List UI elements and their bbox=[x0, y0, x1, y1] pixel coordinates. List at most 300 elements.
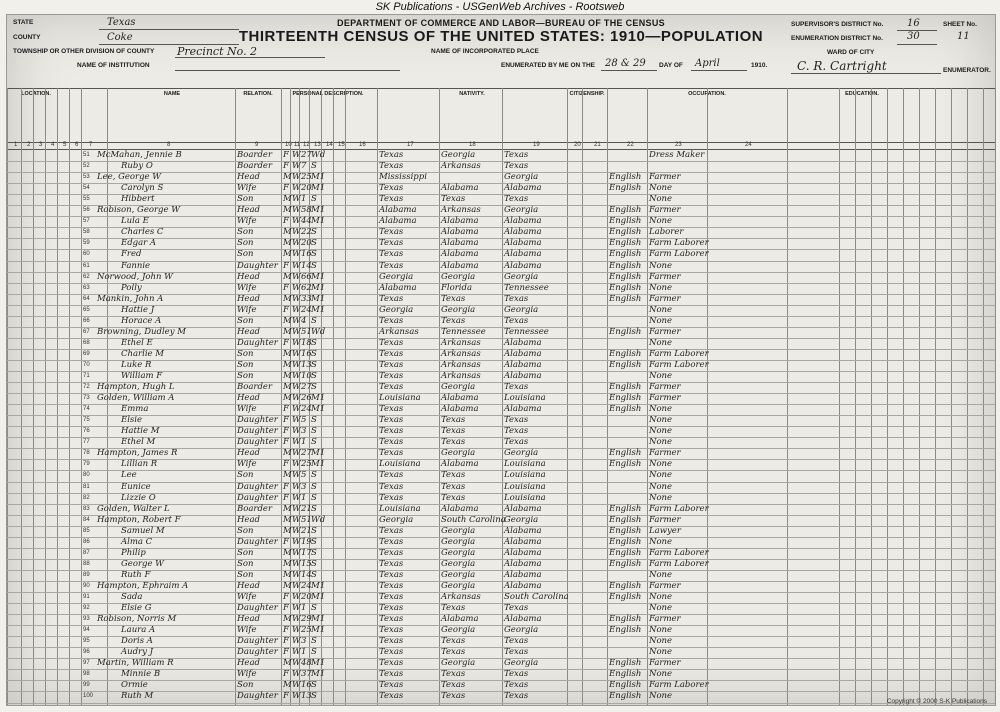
cell-bpm: Alabama bbox=[504, 558, 542, 569]
cell-lang: English bbox=[609, 503, 642, 514]
cell-lang: English bbox=[609, 614, 642, 625]
column-number: 12 bbox=[303, 142, 310, 148]
cell-ms: S bbox=[311, 547, 317, 558]
grid-column-line bbox=[439, 88, 440, 705]
cell-bp: Texas bbox=[379, 669, 404, 680]
cell-race: W bbox=[292, 470, 301, 481]
cell-race: W bbox=[292, 249, 301, 260]
cell-age: 25 bbox=[301, 172, 312, 183]
cell-bpm: Georgia bbox=[504, 448, 539, 459]
cell-race: W bbox=[292, 636, 301, 647]
cell-bp: Texas bbox=[379, 547, 404, 558]
cell-lang: English bbox=[609, 592, 642, 602]
state-value: Texas bbox=[107, 17, 136, 28]
cell-occ: None bbox=[649, 216, 673, 227]
cell-rel: Son bbox=[237, 371, 254, 381]
cell-occ: None bbox=[649, 470, 673, 481]
row-number: 53 bbox=[83, 174, 90, 181]
cell-lang: English bbox=[609, 205, 642, 216]
cell-bpm: Alabama bbox=[504, 227, 542, 238]
cell-bpf: Arkansas bbox=[441, 348, 481, 359]
cell-rel: Son bbox=[237, 547, 254, 558]
column-number: 11 bbox=[294, 142, 301, 148]
cell-rel: Head bbox=[237, 271, 260, 282]
cell-bpf: Georgia bbox=[441, 658, 476, 669]
cell-rel: Son bbox=[237, 315, 254, 326]
column-number: 18 bbox=[469, 142, 476, 148]
row-number: 93 bbox=[83, 616, 90, 623]
cell-sex: M bbox=[283, 569, 292, 580]
cell-lang: English bbox=[609, 326, 642, 337]
column-number: 19 bbox=[533, 142, 540, 148]
cell-sex: M bbox=[283, 371, 292, 381]
column-number: 1 bbox=[14, 142, 18, 148]
cell-sex: F bbox=[283, 625, 289, 636]
cell-bpm: Texas bbox=[504, 293, 529, 304]
enumerated-label: ENUMERATED BY ME ON THE bbox=[501, 62, 596, 69]
cell-bp: Texas bbox=[379, 260, 404, 271]
cell-occ: Farm Laborer bbox=[649, 680, 709, 691]
cell-age: 20 bbox=[301, 592, 312, 602]
cell-name: Minnie B bbox=[121, 669, 161, 680]
cell-rel: Wife bbox=[237, 592, 257, 602]
cell-rel: Wife bbox=[237, 625, 257, 636]
cell-ms: S bbox=[311, 569, 317, 580]
row-number: 65 bbox=[83, 306, 90, 313]
cell-bp: Alabama bbox=[379, 205, 417, 216]
cell-occ: None bbox=[649, 371, 673, 381]
cell-ms: M1 bbox=[311, 183, 326, 194]
cell-sex: M bbox=[283, 448, 292, 459]
cell-occ: Farmer bbox=[649, 448, 681, 459]
cell-bpf: Texas bbox=[441, 603, 466, 614]
cell-race: W bbox=[292, 161, 301, 172]
cell-age: 27 bbox=[301, 150, 312, 160]
cell-age: 5 bbox=[301, 470, 307, 481]
cell-age: 16 bbox=[301, 348, 312, 359]
cell-bp: Texas bbox=[379, 382, 404, 393]
cell-name: Robison, George W bbox=[97, 205, 180, 216]
cell-bpf: Texas bbox=[441, 293, 466, 304]
column-number: 13 bbox=[314, 142, 321, 148]
column-number: 10 bbox=[285, 142, 292, 148]
cell-occ: Farmer bbox=[649, 614, 681, 625]
cell-race: W bbox=[292, 359, 301, 370]
cell-bpm: Alabama bbox=[504, 337, 542, 348]
cell-lang: English bbox=[609, 459, 642, 470]
cell-sex: M bbox=[283, 249, 292, 260]
cell-sex: F bbox=[283, 415, 289, 426]
cell-occ: Farmer bbox=[649, 205, 681, 216]
cell-name: Golden, Walter L bbox=[97, 503, 170, 514]
grid-column-line bbox=[967, 88, 968, 705]
cell-bpm: Alabama bbox=[504, 216, 542, 227]
cell-bp: Texas bbox=[379, 492, 404, 503]
grid-column-line bbox=[33, 88, 34, 705]
cell-bpm: Alabama bbox=[504, 614, 542, 625]
cell-age: 7 bbox=[301, 161, 307, 172]
cell-bpm: Alabama bbox=[504, 525, 542, 536]
cell-ms: S bbox=[311, 680, 317, 691]
cell-age: 19 bbox=[301, 536, 312, 547]
cell-race: W bbox=[292, 371, 301, 381]
cell-age: 25 bbox=[301, 459, 312, 470]
grid-column-line bbox=[502, 88, 503, 705]
cell-ms: S bbox=[311, 470, 317, 481]
row-number: 81 bbox=[83, 483, 90, 490]
row-number: 77 bbox=[83, 439, 90, 446]
ward-label: WARD OF CITY bbox=[827, 49, 875, 56]
row-number: 90 bbox=[83, 582, 90, 589]
cell-race: W bbox=[292, 227, 301, 238]
cell-sex: F bbox=[283, 426, 289, 437]
cell-ms: S bbox=[311, 481, 317, 492]
cell-bpf: Alabama bbox=[441, 260, 479, 271]
enumerator-line bbox=[791, 73, 941, 74]
cell-sex: M bbox=[283, 172, 292, 183]
county-value: Coke bbox=[107, 32, 133, 43]
cell-bpm: Georgia bbox=[504, 514, 539, 525]
enumeration-value: 30 bbox=[907, 31, 920, 42]
cell-bpm: Texas bbox=[504, 382, 529, 393]
cell-bp: Alabama bbox=[379, 216, 417, 227]
cell-name: Lillian R bbox=[121, 459, 158, 470]
supervisor-label: SUPERVISOR'S DISTRICT No. bbox=[791, 21, 884, 28]
cell-ms: M1 bbox=[311, 172, 326, 183]
grid-column-line bbox=[69, 88, 70, 705]
grid-column-line bbox=[377, 88, 378, 705]
column-number: 7 bbox=[89, 142, 93, 148]
cell-race: W bbox=[292, 658, 301, 669]
cell-bp: Georgia bbox=[379, 304, 414, 315]
cell-bp: Texas bbox=[379, 227, 404, 238]
cell-age: 24 bbox=[301, 580, 312, 591]
cell-bpf: Georgia bbox=[441, 536, 476, 547]
cell-name: Luke R bbox=[121, 359, 152, 370]
cell-bpf: Alabama bbox=[441, 393, 479, 404]
cell-bp: Texas bbox=[379, 470, 404, 481]
cell-age: 15 bbox=[301, 558, 312, 569]
cell-bp: Texas bbox=[379, 415, 404, 426]
grid-column-line bbox=[855, 88, 856, 705]
cell-age: 51 bbox=[301, 326, 312, 337]
column-number: 21 bbox=[594, 142, 601, 148]
cell-bpf: Arkansas bbox=[441, 592, 481, 602]
grid-column-line bbox=[21, 88, 22, 705]
cell-name: Samuel M bbox=[121, 525, 165, 536]
cell-bpm: Georgia bbox=[504, 658, 539, 669]
row-number: 100 bbox=[83, 693, 94, 700]
cell-sex: M bbox=[283, 470, 292, 481]
cell-name: Lee bbox=[121, 470, 137, 481]
cell-bpm: Alabama bbox=[504, 238, 542, 249]
cell-ms: M1 bbox=[311, 625, 326, 636]
grid-column-line bbox=[887, 88, 888, 705]
cell-rel: Son bbox=[237, 194, 254, 205]
state-line bbox=[99, 29, 239, 30]
cell-rel: Head bbox=[237, 326, 260, 337]
cell-age: 29 bbox=[301, 614, 312, 625]
cell-sex: F bbox=[283, 636, 289, 647]
cell-name: Ruth M bbox=[121, 691, 154, 702]
cell-ms: M1 bbox=[311, 393, 326, 404]
cell-age: 3 bbox=[301, 636, 307, 647]
cell-occ: None bbox=[649, 415, 673, 426]
cell-sex: F bbox=[283, 337, 289, 348]
row-number: 89 bbox=[83, 571, 90, 578]
cell-bpf: Alabama bbox=[441, 249, 479, 260]
cell-bpf: Alabama bbox=[441, 614, 479, 625]
cell-bp: Texas bbox=[379, 603, 404, 614]
cell-race: W bbox=[292, 415, 301, 426]
row-number: 82 bbox=[83, 494, 90, 501]
grid-column-line bbox=[903, 88, 904, 705]
cell-sex: M bbox=[283, 580, 292, 591]
cell-occ: None bbox=[649, 459, 673, 470]
cell-age: 26 bbox=[301, 393, 312, 404]
cell-occ: None bbox=[649, 592, 673, 602]
cell-name: Lee, George W bbox=[97, 172, 162, 183]
cell-age: 20 bbox=[301, 183, 312, 194]
cell-name: Hattie J bbox=[121, 304, 155, 315]
cell-race: W bbox=[292, 183, 301, 194]
cell-name: Hampton, Robert F bbox=[97, 514, 181, 525]
cell-sex: M bbox=[283, 393, 292, 404]
cell-bpf: Georgia bbox=[441, 569, 476, 580]
cell-rel: Daughter bbox=[237, 536, 278, 547]
cell-bp: Alabama bbox=[379, 282, 417, 293]
cell-occ: None bbox=[649, 669, 673, 680]
cell-bpm: South Carolina bbox=[504, 592, 569, 602]
cell-ms: S bbox=[311, 238, 317, 249]
cell-sex: M bbox=[283, 315, 292, 326]
row-number: 95 bbox=[83, 638, 90, 645]
cell-sex: M bbox=[283, 326, 292, 337]
cell-rel: Head bbox=[237, 514, 260, 525]
cell-age: 17 bbox=[301, 547, 312, 558]
cell-bp: Texas bbox=[379, 348, 404, 359]
column-number: 20 bbox=[574, 142, 581, 148]
cell-occ: None bbox=[649, 404, 673, 415]
cell-bpm: Texas bbox=[504, 647, 529, 658]
column-number: 14 bbox=[326, 142, 333, 148]
group-location: LOCATION. bbox=[21, 91, 51, 97]
column-number: 6 bbox=[75, 142, 79, 148]
row-number: 97 bbox=[83, 660, 90, 667]
column-number: 24 bbox=[745, 142, 752, 148]
cell-ms: Wd bbox=[311, 514, 326, 525]
cell-race: W bbox=[292, 614, 301, 625]
day-of-label: DAY OF bbox=[659, 62, 683, 69]
cell-age: 21 bbox=[301, 503, 312, 514]
row-number: 76 bbox=[83, 428, 90, 435]
cell-age: 24 bbox=[301, 304, 312, 315]
cell-rel: Son bbox=[237, 470, 254, 481]
cell-bp: Texas bbox=[379, 481, 404, 492]
cell-bp: Texas bbox=[379, 614, 404, 625]
cell-bpm: Alabama bbox=[504, 580, 542, 591]
census-title: THIRTEENTH CENSUS OF THE UNITED STATES: 1910—POPULATION bbox=[238, 28, 764, 45]
cell-bpf: Alabama bbox=[441, 459, 479, 470]
cell-ms: S bbox=[311, 647, 317, 658]
census-grid bbox=[7, 88, 995, 705]
cell-bpf: South Carolina bbox=[441, 514, 506, 525]
cell-occ: None bbox=[649, 194, 673, 205]
cell-race: W bbox=[292, 194, 301, 205]
cell-rel: Wife bbox=[237, 669, 257, 680]
cell-occ: None bbox=[649, 603, 673, 614]
cell-bp: Texas bbox=[379, 691, 404, 702]
cell-bp: Texas bbox=[379, 580, 404, 591]
cell-ms: S bbox=[311, 359, 317, 370]
cell-ms: M1 bbox=[311, 404, 326, 415]
cell-lang: English bbox=[609, 359, 642, 370]
row-number: 52 bbox=[83, 163, 90, 170]
cell-ms: S bbox=[311, 382, 317, 393]
cell-rel: Head bbox=[237, 293, 260, 304]
cell-bpm: Alabama bbox=[504, 359, 542, 370]
cell-rel: Son bbox=[237, 525, 254, 536]
cell-lang: English bbox=[609, 271, 642, 282]
cell-name: Golden, William A bbox=[97, 393, 175, 404]
cell-bpm: Texas bbox=[504, 315, 529, 326]
group-occupation: OCCUPATION. bbox=[688, 91, 726, 97]
state-label: STATE bbox=[13, 19, 34, 26]
cell-race: W bbox=[292, 503, 301, 514]
cell-age: 25 bbox=[301, 625, 312, 636]
row-number: 74 bbox=[83, 406, 90, 413]
cell-bp: Texas bbox=[379, 359, 404, 370]
cell-bpf: Texas bbox=[441, 437, 466, 448]
cell-bpm: Texas bbox=[504, 437, 529, 448]
cell-bp: Texas bbox=[379, 183, 404, 194]
cell-lang: English bbox=[609, 227, 642, 238]
cell-bpm: Tennessee bbox=[504, 282, 549, 293]
cell-bp: Texas bbox=[379, 337, 404, 348]
grid-column-line bbox=[787, 88, 788, 705]
cell-ms: S bbox=[311, 691, 317, 702]
cell-occ: Farmer bbox=[649, 382, 681, 393]
cell-bpf: Texas bbox=[441, 194, 466, 205]
cell-bp: Texas bbox=[379, 680, 404, 691]
cell-lang: English bbox=[609, 393, 642, 404]
cell-bpf: Texas bbox=[441, 426, 466, 437]
row-number: 79 bbox=[83, 461, 90, 468]
cell-bp: Texas bbox=[379, 448, 404, 459]
row-number: 85 bbox=[83, 527, 90, 534]
cell-ms: S bbox=[311, 315, 317, 326]
cell-name: Hattie M bbox=[121, 426, 160, 437]
cell-occ: Farmer bbox=[649, 271, 681, 282]
cell-sex: F bbox=[283, 481, 289, 492]
group-education: EDUCATION. bbox=[845, 91, 879, 97]
cell-age: 33 bbox=[301, 293, 312, 304]
cell-age: 1 bbox=[301, 437, 307, 448]
cell-bpm: Georgia bbox=[504, 625, 539, 636]
cell-bpm: Texas bbox=[504, 426, 529, 437]
cell-race: W bbox=[292, 205, 301, 216]
column-number: 5 bbox=[63, 142, 67, 148]
group-relation: RELATION. bbox=[243, 91, 273, 97]
cell-race: W bbox=[292, 348, 301, 359]
cell-bpm: Texas bbox=[504, 691, 529, 702]
cell-age: 3 bbox=[301, 426, 307, 437]
cell-sex: M bbox=[283, 525, 292, 536]
row-divider bbox=[7, 703, 995, 704]
cell-lang: English bbox=[609, 558, 642, 569]
cell-bpm: Louisiana bbox=[504, 393, 546, 404]
cell-occ: None bbox=[649, 636, 673, 647]
grid-column-line bbox=[81, 88, 82, 705]
row-number: 83 bbox=[83, 505, 90, 512]
cell-rel: Wife bbox=[237, 304, 257, 315]
cell-race: W bbox=[292, 592, 301, 602]
cell-bpf: Alabama bbox=[441, 404, 479, 415]
cell-bpm: Alabama bbox=[504, 348, 542, 359]
cell-occ: None bbox=[649, 569, 673, 580]
cell-name: Robison, Norris M bbox=[97, 614, 177, 625]
place-label: NAME OF INCORPORATED PLACE bbox=[431, 48, 539, 55]
row-number: 84 bbox=[83, 516, 90, 523]
cell-bpm: Texas bbox=[504, 680, 529, 691]
cell-occ: Farmer bbox=[649, 393, 681, 404]
cell-ms: S bbox=[311, 437, 317, 448]
cell-occ: Dress Maker bbox=[649, 150, 705, 160]
cell-sex: F bbox=[283, 282, 289, 293]
cell-occ: None bbox=[649, 691, 673, 702]
row-number: 63 bbox=[83, 284, 90, 291]
row-number: 92 bbox=[83, 605, 90, 612]
cell-name: Fred bbox=[121, 249, 142, 260]
cell-ms: S bbox=[311, 337, 317, 348]
cell-rel: Son bbox=[237, 359, 254, 370]
cell-name: Audry J bbox=[121, 647, 154, 658]
cell-ms: Wd bbox=[311, 326, 326, 337]
cell-bpm: Texas bbox=[504, 636, 529, 647]
cell-occ: Farm Laborer bbox=[649, 547, 709, 558]
grid-column-line bbox=[235, 88, 236, 705]
cell-bpm: Alabama bbox=[504, 404, 542, 415]
group-citizenship: CITIZENSHIP. bbox=[569, 91, 605, 97]
cell-occ: None bbox=[649, 625, 673, 636]
cell-lang: English bbox=[609, 172, 642, 183]
cell-race: W bbox=[292, 426, 301, 437]
cell-bp: Texas bbox=[379, 647, 404, 658]
cell-sex: F bbox=[283, 492, 289, 503]
cell-rel: Head bbox=[237, 393, 260, 404]
county-label: COUNTY bbox=[13, 34, 41, 41]
cell-rel: Daughter bbox=[237, 437, 278, 448]
cell-ms: S bbox=[311, 603, 317, 614]
cell-ms: S bbox=[311, 426, 317, 437]
cell-race: W bbox=[292, 459, 301, 470]
cell-name: McMahan, Jennie B bbox=[97, 150, 182, 160]
column-number: 15 bbox=[338, 142, 345, 148]
cell-age: 27 bbox=[301, 448, 312, 459]
cell-rel: Son bbox=[237, 558, 254, 569]
cell-sex: F bbox=[283, 183, 289, 194]
row-number: 99 bbox=[83, 682, 90, 689]
cell-lang: English bbox=[609, 404, 642, 415]
cell-lang: English bbox=[609, 293, 642, 304]
enumeration-line bbox=[897, 44, 937, 45]
cell-rel: Wife bbox=[237, 282, 257, 293]
row-number: 68 bbox=[83, 339, 90, 346]
grid-column-line bbox=[935, 88, 936, 705]
cell-race: W bbox=[292, 680, 301, 691]
cell-name: Polly bbox=[121, 282, 142, 293]
cell-age: 14 bbox=[301, 569, 312, 580]
